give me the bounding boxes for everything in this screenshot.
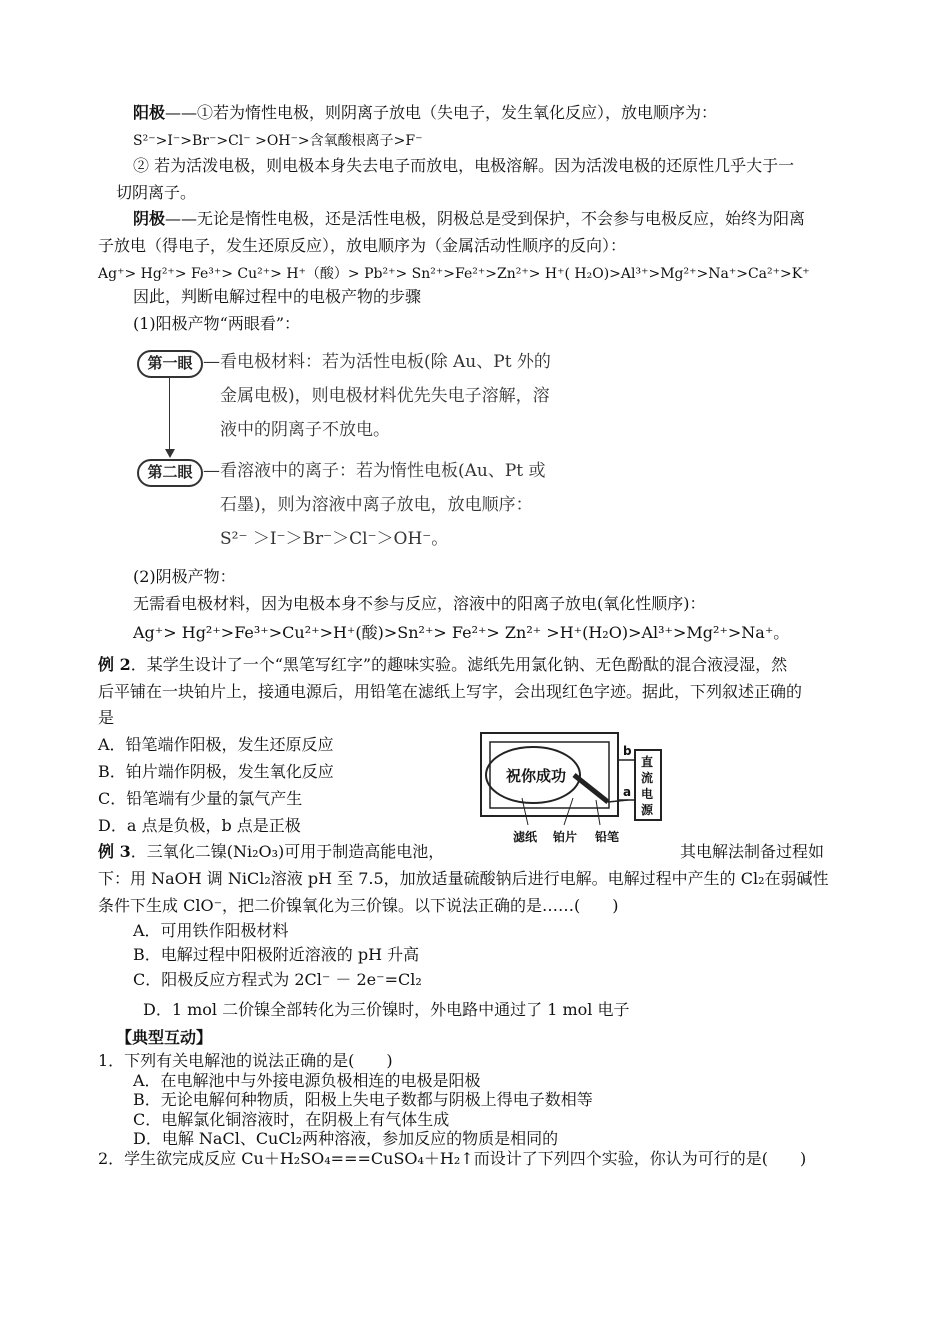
anode-line2b: 切阴离子。 bbox=[116, 183, 197, 202]
example2-line3: 是 bbox=[98, 708, 115, 727]
example3-option-d: D．1 mol 二价镍全部转化为三价镍时，外电路中通过了 1 mol 电子 bbox=[143, 1000, 630, 1019]
question2: 2．学生欲完成反应 Cu＋H₂SO₄===CuSO₄＋H₂↑而设计了下列四个实验，你认为可行的是( ) bbox=[98, 1149, 807, 1168]
example2-option-d: D．a 点是负极，b 点是正极 bbox=[98, 816, 301, 835]
example3-line1a bbox=[98, 840, 444, 864]
second-eye-text-2: 石墨)，则为溶液中离子放电，放电顺序： bbox=[220, 495, 533, 515]
second-eye-text-1: —看溶液中的离子：若为惰性电板(Au、Pt 或 bbox=[203, 461, 546, 481]
question1-option-a: A．在电解池中与外接电源负极相连的电极是阳极 bbox=[133, 1071, 481, 1090]
power-char-1: 直 bbox=[641, 755, 654, 769]
example3-option-b: B．电解过程中阳极附近溶液的 pH 升高 bbox=[133, 945, 420, 964]
power-supply-label bbox=[641, 754, 657, 817]
pencil-wire bbox=[608, 800, 628, 802]
question1-option-b: B．无论电解何种物质，阳极上失电子数都与阴极上得电子数相等 bbox=[133, 1090, 593, 1109]
anode-label: 阳极 bbox=[133, 103, 166, 122]
cathode-paragraph bbox=[133, 207, 805, 231]
point-b-label: b bbox=[623, 744, 632, 758]
flow-arrow-line bbox=[169, 378, 170, 449]
example2-option-a: A．铅笔端作阳极，发生还原反应 bbox=[98, 735, 334, 754]
anode-line1: ——①若为惰性电极，则阴离子放电（失电子，发生氧化反应），放电顺序为： bbox=[165, 103, 718, 122]
example3-line1b: 其电解法制备过程如 bbox=[680, 842, 825, 861]
question1-option-d: D．电解 NaCl、CuCl₂两种溶液，参加反应的物质是相同的 bbox=[133, 1129, 559, 1148]
filter-label: 滤纸 bbox=[513, 830, 538, 844]
platinum-label: 铂片 bbox=[553, 830, 578, 844]
cathode-order: Ag⁺> Hg²⁺> Fe³⁺> Cu²⁺> H⁺（酸）> Pb²⁺> Sn²⁺>Fe²⁺>Zn²⁺> H⁺( H₂O)>Al³⁺>Mg²⁺>Na⁺>Ca²⁺>K⁺ bbox=[98, 266, 810, 282]
example3-line2: 下：用 NaOH 调 NiCl₂溶液 pH 至 7.5，加放适量硫酸钠后进行电解。电解过程中产生的 Cl₂在弱碱性 bbox=[98, 869, 829, 888]
power-char-2: 流 bbox=[641, 771, 654, 785]
example2-line1 bbox=[98, 653, 787, 677]
cathode-line1: ——无论是惰性电极，还是活性电极，阴极总是受到保护，不会参与电极反应，始终为阳离 bbox=[165, 209, 806, 228]
cathode-product-order: Ag⁺> Hg²⁺>Fe³⁺>Cu²⁺>H⁺(酸)>Sn²⁺> Fe²⁺> Zn²⁺ >H⁺(H₂O)>Al³⁺>Mg²⁺>Na⁺。 bbox=[133, 623, 790, 642]
question1-option-c: C．电解氯化铜溶液时，在阴极上有气体生成 bbox=[133, 1110, 450, 1129]
example3-option-a: A．可用铁作阳极材料 bbox=[133, 921, 289, 940]
cathode-product-title: (2)阴极产物： bbox=[133, 567, 236, 586]
flow-arrow-head bbox=[165, 449, 175, 458]
example3-label: 例 3 bbox=[98, 842, 131, 861]
question1: 1．下列有关电解池的说法正确的是( ) bbox=[98, 1051, 393, 1070]
platinum-pointer bbox=[564, 798, 573, 825]
cathode-label: 阴极 bbox=[133, 209, 166, 228]
first-eye-text-2: 金属电极)，则电极材料优先失电子溶解，溶 bbox=[220, 386, 550, 406]
second-eye-text-3: S²⁻ ＞I⁻＞Br⁻＞Cl⁻＞OH⁻。 bbox=[220, 529, 449, 549]
example3-option-c: C．阳极反应方程式为 2Cl⁻ － 2e⁻=Cl₂ bbox=[133, 970, 422, 989]
anode-product-title: (1)阳极产物“两眼看”： bbox=[133, 314, 301, 333]
example2-option-c: C．铅笔端有少量的氯气产生 bbox=[98, 789, 303, 808]
example3-text1a: ．三氧化二镍(Ni₂O₃)可用于制造高能电池， bbox=[130, 842, 445, 861]
power-char-4: 源 bbox=[641, 803, 654, 817]
power-char-3: 电 bbox=[641, 787, 654, 801]
cathode-product-line: 无需看电极材料，因为电极本身不参与反应，溶液中的阳离子放电(氧化性顺序)： bbox=[133, 594, 706, 613]
pencil-body bbox=[574, 775, 608, 802]
example2-option-b: B．铂片端作阴极，发生氧化反应 bbox=[98, 762, 334, 781]
second-eye-oval: 第二眼 bbox=[137, 459, 203, 487]
steps-intro: 因此，判断电解过程中的电极产物的步骤 bbox=[133, 287, 422, 306]
first-eye-oval: 第一眼 bbox=[137, 350, 203, 378]
cathode-line2: 子放电（得电子，发生还原反应），放电顺序为（金属活动性顺序的反向）： bbox=[98, 236, 627, 255]
first-eye-text-3: 液中的阴离子不放电。 bbox=[220, 420, 390, 440]
example2-label: 例 2 bbox=[98, 655, 131, 674]
pencil-label: 铅笔 bbox=[595, 830, 620, 844]
example3-line3: 条件下生成 ClO⁻，把二价镍氧化为三价镍。以下说法正确的是……( ) bbox=[98, 896, 619, 915]
point-a-label: a bbox=[623, 785, 632, 799]
oval-text: 祝你成功 bbox=[506, 767, 567, 785]
electrolysis-figure bbox=[478, 730, 668, 845]
example2-line2: 后平铺在一块铂片上，接通电源后，用铅笔在滤纸上写字，会出现红色字迹。据此，下列叙述正确的 bbox=[98, 682, 803, 701]
first-eye-text-1: —看电极材料：若为活性电板(除 Au、Pt 外的 bbox=[203, 352, 551, 372]
anode-paragraph bbox=[133, 101, 717, 125]
anode-order: S²⁻>I⁻>Br⁻>Cl⁻ >OH⁻>含氧酸根离子>F⁻ bbox=[133, 133, 423, 149]
example2-text1: ．某学生设计了一个“黑笔写红字”的趣味实验。滤纸先用氯化钠、无色酚酞的混合液浸湿，然 bbox=[130, 655, 788, 674]
interaction-title: 【典型互动】 bbox=[116, 1028, 213, 1047]
pencil-pointer bbox=[596, 800, 600, 825]
anode-line2a: ② 若为活泼电极，则电极本身失去电子而放电，电极溶解。因为活泼电极的还原性几乎大于一 bbox=[133, 156, 795, 175]
